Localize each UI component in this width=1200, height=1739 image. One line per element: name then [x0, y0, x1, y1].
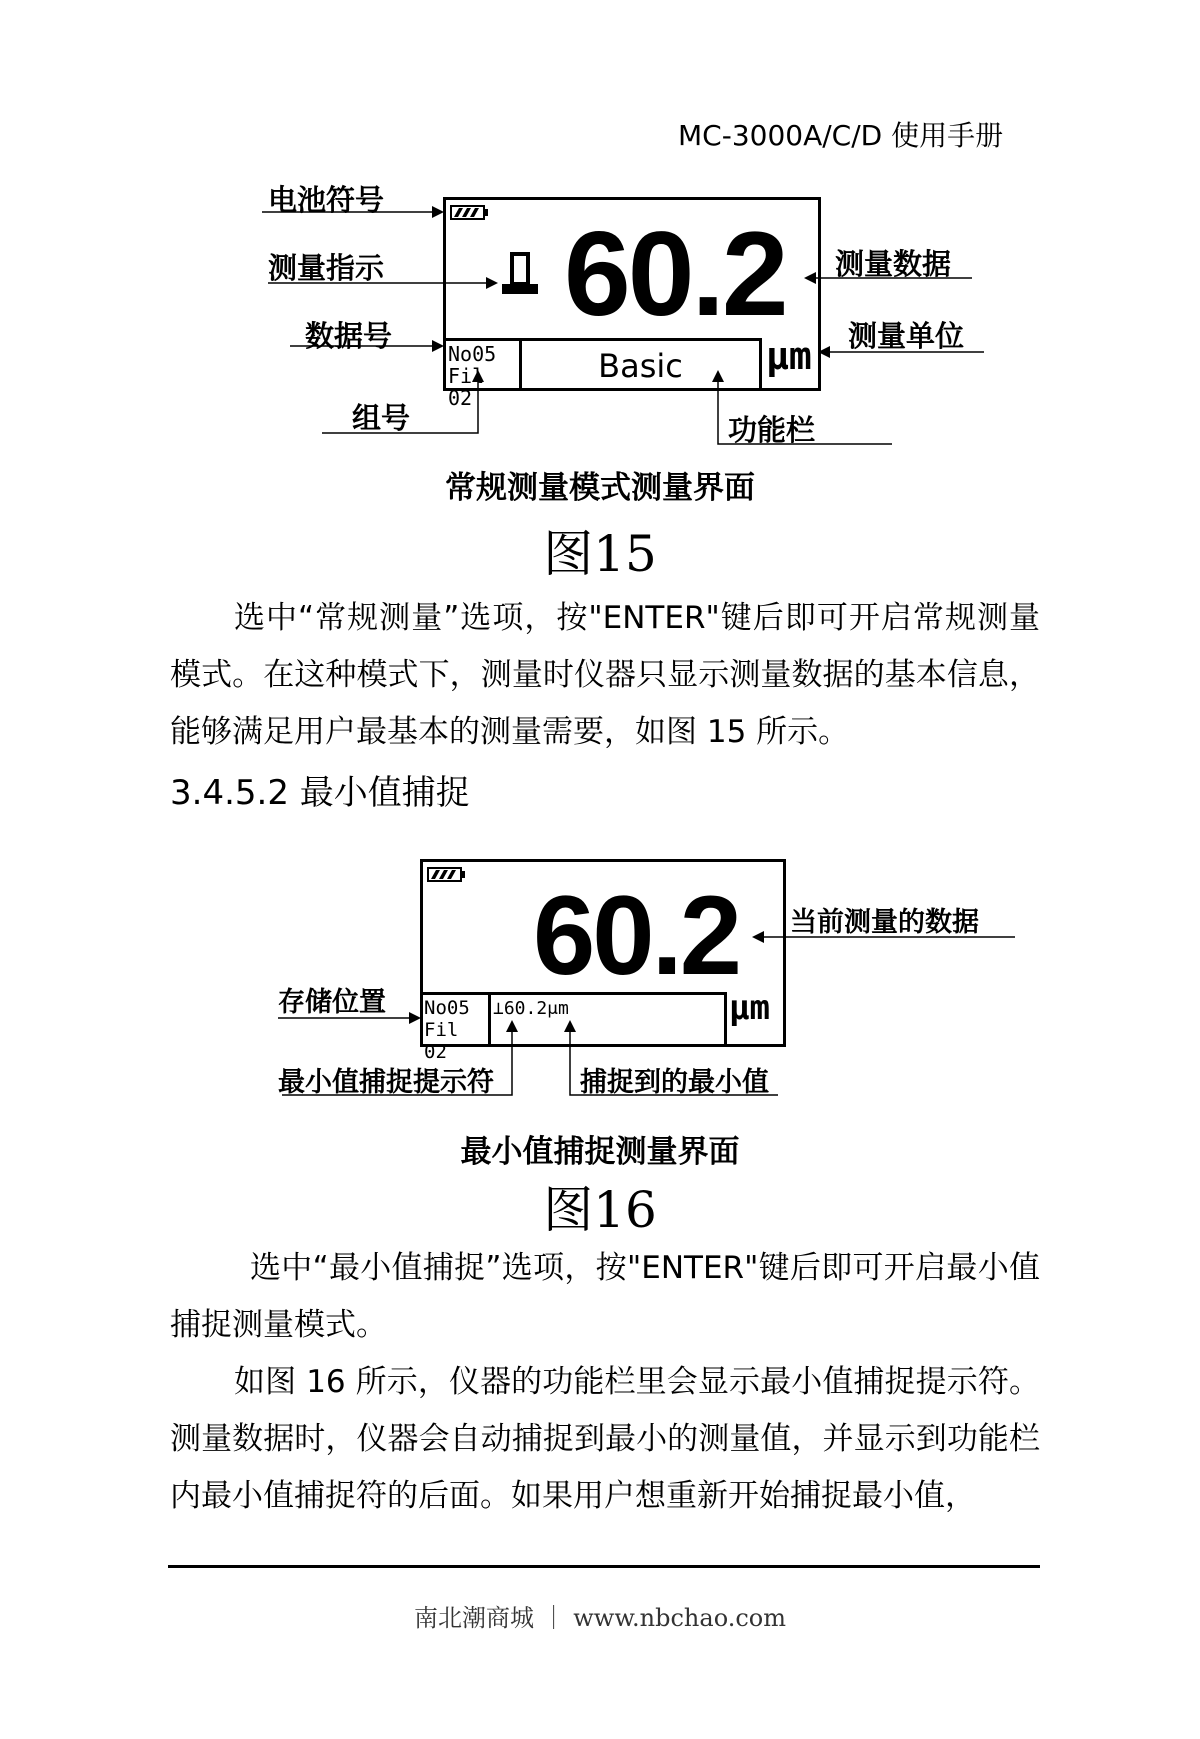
page-header-title: MC-3000A/C/D 使用手册 [678, 119, 1004, 152]
figure-15-caption: 常规测量模式测量界面 [445, 470, 755, 506]
label-group-number: 组号 [352, 401, 411, 435]
figure-16-caption: 最小值捕捉测量界面 [460, 1134, 740, 1170]
label-min-captured: 捕捉到的最小值 [580, 1067, 769, 1098]
measurement-value: 60.2 [564, 207, 786, 341]
label-measurement-unit: 测量单位 [848, 319, 965, 353]
label-min-indicator: 最小值捕捉提示符 [278, 1067, 494, 1098]
label-current-data: 当前测量的数据 [790, 907, 979, 938]
paragraph-min-capture-detail: 如图 16 所示，仪器的功能栏里会显示最小值捕捉提示符。测量数据时，仪器会自动捕捉到最小的测量值，并显示到功能栏内最小值捕捉符的后面。如果用户想重新开始捕捉最小值， [170, 1364, 1040, 1514]
label-function-bar: 功能栏 [728, 413, 816, 447]
label-storage-location: 存储位置 [278, 987, 386, 1018]
label-measurement-data: 测量数据 [835, 247, 952, 281]
measurement-value: 60.2 [533, 873, 739, 998]
data-number: No05 [448, 342, 497, 366]
label-battery-symbol: 电池符号 [268, 183, 385, 217]
paragraph-basic-mode: 选中“常规测量”选项，按"ENTER"键后即可开启常规测量模式。在这种模式下，测量时仪器只显示测量数据的基本信息，能够满足用户最基本的测量需要，如图 15 所示。 [170, 600, 1040, 750]
figure-16-number: 图16 [543, 1181, 657, 1239]
group-number: Fil 02 [424, 1019, 459, 1063]
group-number: Fil 02 [448, 364, 485, 410]
section-heading: 3.4.5.2 最小值捕捉 [170, 773, 470, 813]
label-measure-indicator: 测量指示 [268, 251, 385, 285]
footer-rule [168, 1565, 1040, 1568]
unit-display: μm [766, 334, 812, 378]
label-data-number: 数据号 [305, 319, 393, 353]
footer-site-text: 南北潮商城 ｜ www.nbchao.com [414, 1604, 786, 1632]
figure-15-number: 图15 [543, 525, 657, 583]
mode-label: Basic [598, 347, 683, 385]
min-capture-value: ⊥60.2μm [493, 998, 569, 1019]
paragraph-min-capture-enable: 选中“最小值捕捉”选项，按"ENTER"键后即可开启最小值捕捉测量模式。 [170, 1250, 1040, 1343]
data-number: No05 [424, 997, 470, 1019]
unit-display: μm [729, 988, 770, 1028]
